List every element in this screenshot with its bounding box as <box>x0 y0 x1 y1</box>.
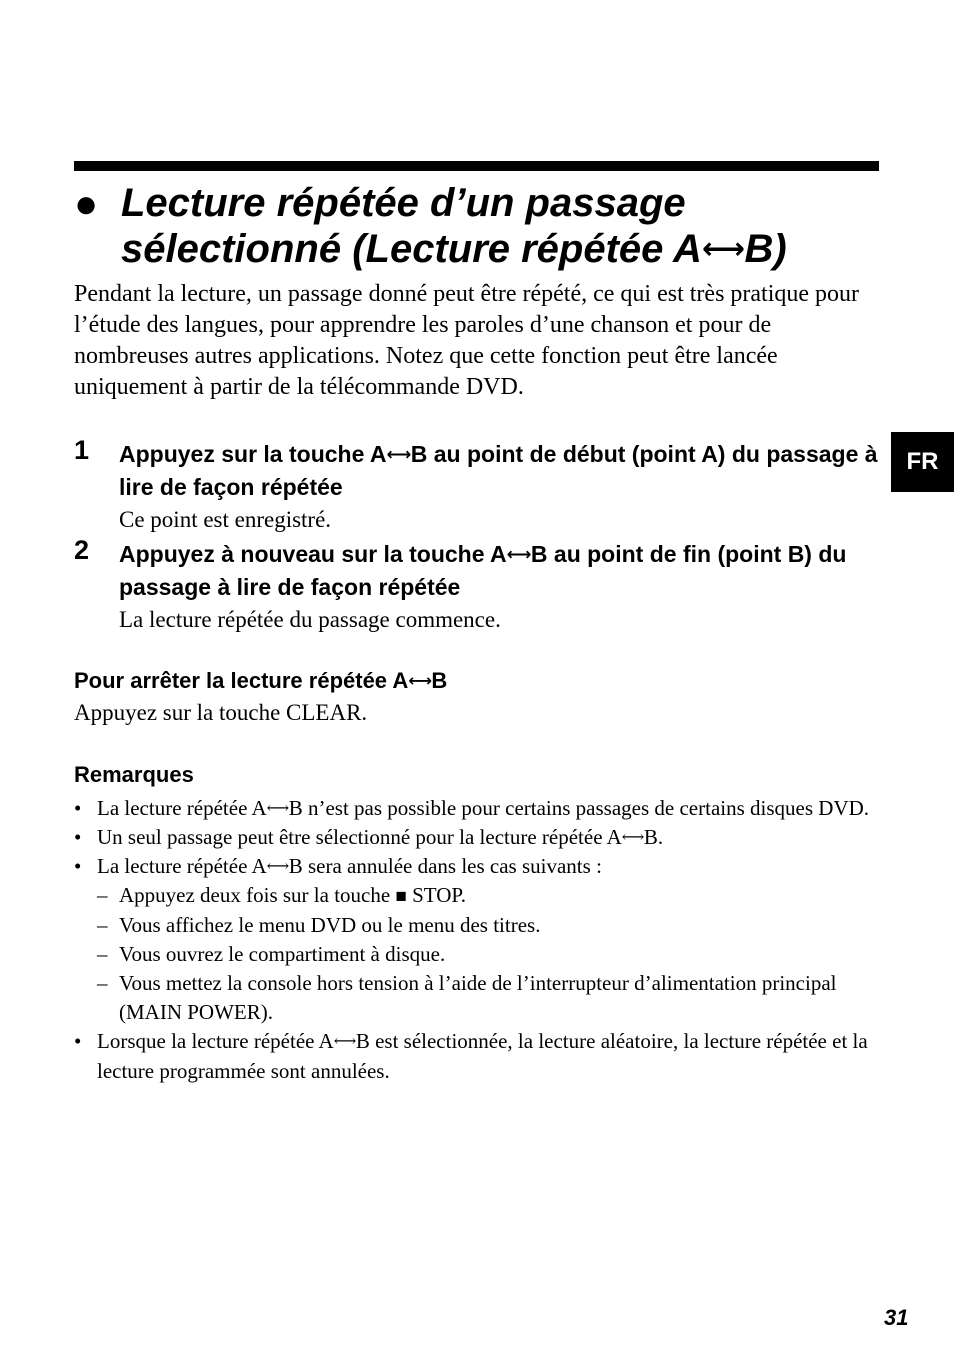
bullet-icon: • <box>74 825 82 850</box>
sub-item <box>74 969 874 1027</box>
sub-4-text: Vous mettez la console hors tension à l’aide de l’interrupteur d’alimentation principal (MAIN POWER). <box>119 971 837 1025</box>
step-1-number: 1 <box>74 435 90 465</box>
sub-1-end: STOP. <box>412 883 467 908</box>
header-rule <box>74 161 879 171</box>
step-2-title <box>119 538 899 604</box>
note-1-start: La lecture répétée A <box>97 796 267 820</box>
note-item <box>74 823 874 852</box>
step-1-title <box>119 438 899 504</box>
double-arrow-icon: ⟷ <box>333 1033 356 1051</box>
note-2-start: Un seul passage peut être sélectionné pour la lecture répétée A <box>97 825 622 850</box>
note-4-start: Lorsque la lecture répétée A <box>97 1029 334 1054</box>
step-1-title-end: B au point de début (point A) du passage à lire de façon répétée <box>119 441 878 501</box>
title-line-1: Lecture répétée d’un passage <box>121 181 686 225</box>
double-arrow-icon: ⟷ <box>621 829 644 847</box>
intro-paragraph: Pendant la lecture, un passage donné peut être répété, ce qui est très pratique pour l’étude des langues, pour apprendre les paroles d’une chanson et pour de nombreuses autres applications. Notez que cette fonction peut être lancée uniquement à partir de la télécommande DVD. <box>74 281 860 400</box>
dash-icon: – <box>97 913 108 938</box>
double-arrow-icon: ⟷ <box>266 858 289 876</box>
page-number: 31 <box>884 1305 909 1330</box>
sub-item <box>74 881 874 911</box>
step-2-description: La lecture répétée du passage commence. <box>119 607 501 632</box>
sub-item <box>74 911 874 940</box>
notes-heading: Remarques <box>74 762 194 787</box>
page-title <box>74 180 879 272</box>
stop-square-icon: ■ <box>395 886 407 908</box>
step-1-title-start: Appuyez sur la touche A <box>119 441 387 468</box>
note-3-start: La lecture répétée A <box>97 854 267 879</box>
note-item <box>74 1027 874 1085</box>
sub-1-start: Appuyez deux fois sur la touche <box>119 883 391 908</box>
step-2-title-end: B au point de fin (point B) du passage à lire de façon répétée <box>119 541 847 601</box>
double-arrow-icon: ⟷ <box>506 544 531 564</box>
note-4-end: B est sélectionnée, la lecture aléatoire, la lecture répétée et la lecture programmée sont annulées. <box>97 1029 868 1083</box>
stop-section-heading <box>74 668 447 694</box>
stop-section-text: Appuyez sur la touche CLEAR. <box>74 700 368 725</box>
bullet-icon: • <box>74 854 82 879</box>
dash-icon: – <box>97 883 108 908</box>
title-line-2-end: B) <box>744 227 787 271</box>
stop-heading-end: B <box>431 668 448 693</box>
sub-item <box>74 940 874 969</box>
language-tab: FR <box>891 432 954 492</box>
note-1-end: B n’est pas possible pour certains passages de certains disques DVD. <box>288 796 870 820</box>
dash-icon: – <box>97 971 108 996</box>
double-arrow-icon: ⟷ <box>386 444 411 464</box>
note-2-end: B. <box>643 825 664 850</box>
step-1-description: Ce point est enregistré. <box>119 507 332 532</box>
note-item <box>74 852 874 1027</box>
double-arrow-icon: ⟷ <box>266 800 289 818</box>
dash-icon: – <box>97 942 108 967</box>
sub-2-text: Vous affichez le menu DVD ou le menu des titres. <box>119 913 541 938</box>
double-arrow-icon: ⟷ <box>701 232 745 266</box>
sub-3-text: Vous ouvrez le compartiment à disque. <box>119 942 446 967</box>
double-arrow-icon: ⟷ <box>408 672 432 691</box>
title-bullet-icon: ● <box>74 182 99 226</box>
note-item <box>74 794 874 823</box>
notes-list <box>74 794 874 1086</box>
title-line-2-start: sélectionné (Lecture répétée A <box>121 227 702 271</box>
bullet-icon: • <box>74 1029 82 1054</box>
title-line-2 <box>74 226 879 272</box>
step-2-number: 2 <box>74 535 90 565</box>
bullet-icon: • <box>74 796 82 820</box>
step-2-title-start: Appuyez à nouveau sur la touche A <box>119 541 507 568</box>
stop-heading-start: Pour arrêter la lecture répétée A <box>74 668 409 693</box>
note-3-end: B sera annulée dans les cas suivants : <box>288 854 602 879</box>
